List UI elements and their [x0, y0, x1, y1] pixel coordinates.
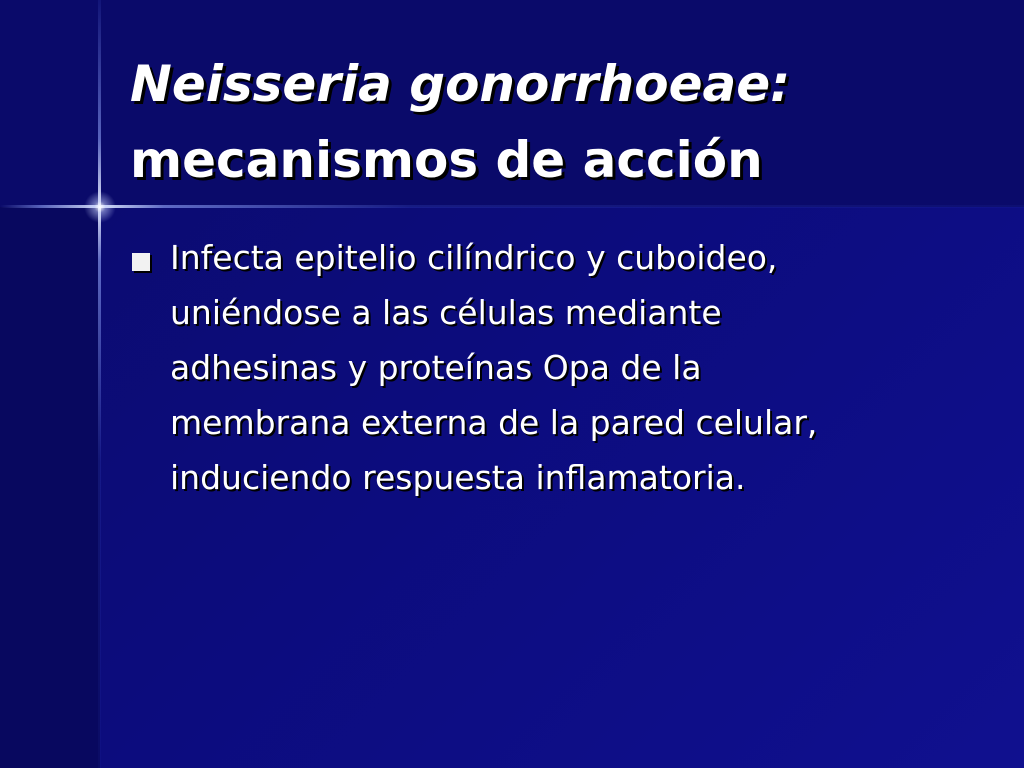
bullet-line: uniéndose a las células mediante: [170, 293, 722, 332]
background-left-band: [0, 207, 100, 768]
bullet-line: Infecta epitelio cilíndrico y cuboideo,: [170, 238, 778, 277]
title-line-2: mecanismos de acción: [130, 131, 763, 189]
vertical-light-line: [98, 0, 101, 768]
title-line-1: Neisseria gonorrhoeae:: [130, 55, 791, 113]
bullet-line: adhesinas y proteínas Opa de la: [170, 348, 702, 387]
horizontal-light-line: [0, 205, 1024, 208]
bullet-line: induciendo respuesta inflamatoria.: [170, 458, 746, 497]
slide-title: [130, 46, 1000, 198]
bullet-text: [170, 230, 990, 505]
bullet-line: membrana externa de la pared celular,: [170, 403, 818, 442]
sparkle-icon: [84, 191, 116, 223]
square-bullet-icon: [132, 253, 150, 271]
